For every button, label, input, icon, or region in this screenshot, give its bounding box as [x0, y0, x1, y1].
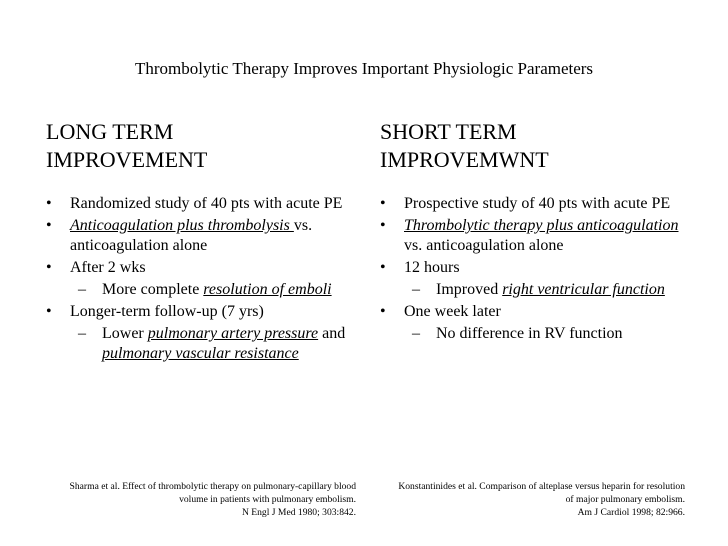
long-term-column: [46, 118, 366, 366]
emphasized-text: Thrombolytic therapy plus anticoagulation: [404, 217, 679, 234]
long-term-bullet-list: [46, 194, 366, 364]
sub-list-item: [70, 324, 366, 364]
emphasized-text: right ventricular function: [502, 281, 665, 298]
sub-list: [404, 324, 700, 344]
short-term-heading-line2: IMPROVEMWNT: [380, 147, 549, 172]
sub-bullet-text: No difference in RV function: [436, 325, 623, 342]
bullet-text: Prospective study of 40 pts with acute PE: [404, 195, 671, 212]
reference-line: Sharma et al. Effect of thrombolytic therapy on pulmonary-capillary blood: [69, 481, 356, 492]
short-term-column: [380, 118, 700, 346]
list-item: [380, 302, 700, 344]
bullet-icon: •: [380, 259, 386, 276]
long-term-heading-line1: LONG TERM: [46, 119, 174, 144]
list-item: [380, 216, 700, 256]
bullet-icon: •: [380, 195, 386, 212]
short-term-heading: [380, 118, 700, 174]
dash-icon: –: [412, 325, 420, 342]
sub-list: [70, 280, 366, 300]
list-item: [46, 194, 366, 214]
reference-citation: N Engl J Med 1980; 303:842.: [241, 507, 356, 518]
bullet-text: Randomized study of 40 pts with acute PE: [70, 195, 343, 212]
sub-list: [404, 280, 700, 300]
sub-list-item: [70, 280, 366, 300]
short-term-bullet-list: [380, 194, 700, 344]
reference-line: Konstantinides et al. Comparison of alteplase versus heparin for resolution: [398, 481, 685, 492]
sub-bullet-text: Lower: [102, 325, 148, 342]
sub-bullet-text: and: [318, 325, 346, 342]
bullet-icon: •: [380, 217, 386, 234]
list-item: [380, 258, 700, 300]
dash-icon: –: [412, 281, 420, 298]
emphasized-text: pulmonary artery pressure: [147, 325, 319, 342]
sub-list-item: [404, 280, 700, 300]
emphasized-text: Anticoagulation plus thrombolysis: [70, 217, 294, 234]
dash-icon: –: [78, 281, 86, 298]
list-item: [46, 302, 366, 364]
reference-line: of major pulmonary embolism.: [565, 494, 685, 505]
list-item: [46, 216, 366, 256]
list-item: [46, 258, 366, 300]
bullet-text: vs. anticoagulation alone: [70, 217, 313, 254]
bullet-icon: •: [380, 303, 386, 320]
list-item: [380, 194, 700, 214]
reference-line: volume in patients with pulmonary embolism.: [179, 494, 356, 505]
sub-list-item: [404, 324, 700, 344]
dash-icon: –: [78, 325, 86, 342]
bullet-text: Longer-term follow-up (7 yrs): [70, 303, 264, 320]
bullet-text: After 2 wks: [70, 259, 146, 276]
bullet-icon: •: [46, 217, 52, 234]
long-term-heading: [46, 118, 366, 174]
long-term-heading-line2: IMPROVEMENT: [46, 147, 208, 172]
bullet-icon: •: [46, 195, 52, 212]
sub-bullet-text: Improved: [436, 281, 503, 298]
short-term-reference: [372, 480, 685, 519]
long-term-reference: [44, 480, 356, 519]
sub-list: [70, 324, 366, 364]
sub-bullet-text: More complete: [102, 281, 204, 298]
bullet-icon: •: [46, 259, 52, 276]
reference-citation: Am J Cardiol 1998; 82:966.: [577, 507, 685, 518]
bullet-text: vs. anticoagulation alone: [404, 237, 564, 254]
short-term-heading-line1: SHORT TERM: [380, 119, 517, 144]
bullet-icon: •: [46, 303, 52, 320]
emphasized-text: pulmonary vascular resistance: [102, 345, 299, 362]
emphasized-text: resolution of emboli: [203, 281, 332, 298]
slide-title: Thrombolytic Therapy Improves Important Physiologic Parameters: [134, 59, 594, 78]
bullet-text: One week later: [404, 303, 501, 320]
bullet-text: 12 hours: [404, 259, 460, 276]
